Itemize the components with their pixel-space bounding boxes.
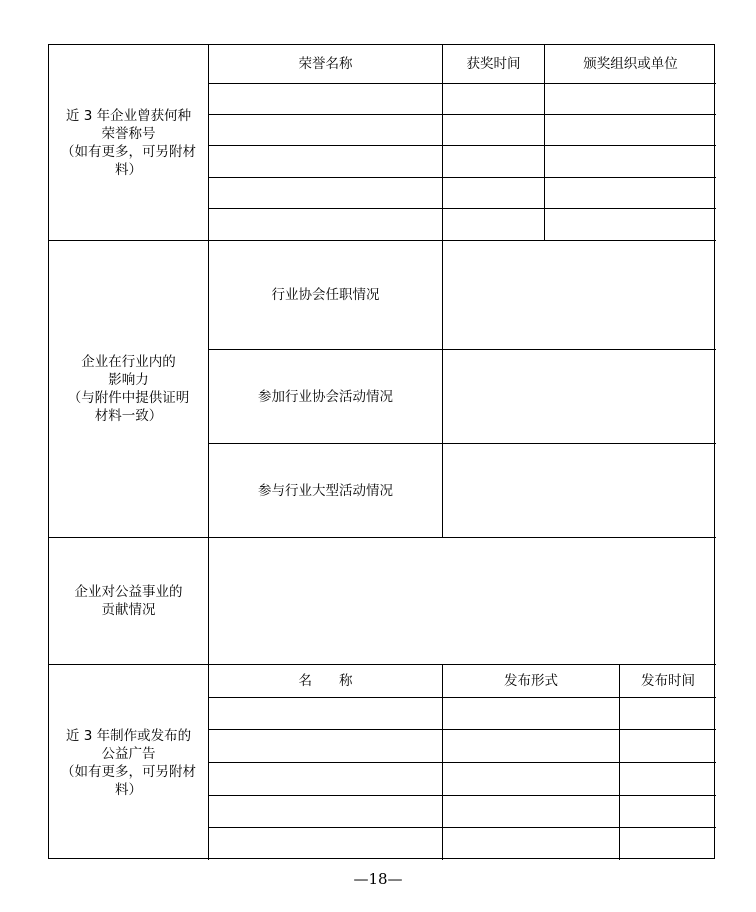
form-table bbox=[48, 44, 715, 859]
honors-label-line: 料） bbox=[115, 161, 142, 178]
welfare-label-line: 企业对公益事业的 bbox=[74, 584, 183, 600]
ads-col-date-header: 发布时间 bbox=[641, 673, 695, 689]
ads-row-2-name[interactable] bbox=[209, 730, 442, 762]
ads-row-3-date[interactable] bbox=[620, 763, 716, 795]
ads-row-3-format[interactable] bbox=[443, 763, 619, 795]
welfare-label bbox=[49, 538, 208, 664]
ads-row-1-format[interactable] bbox=[443, 698, 619, 729]
ads-label bbox=[49, 665, 208, 860]
welfare-contribution-field[interactable] bbox=[209, 538, 716, 664]
honors-row-2-time[interactable] bbox=[443, 115, 544, 145]
honors-row-1-name[interactable] bbox=[209, 84, 442, 114]
honors-row-2-org[interactable] bbox=[545, 115, 716, 145]
ads-row-4-date[interactable] bbox=[620, 796, 716, 827]
ads-row-4-format[interactable] bbox=[443, 796, 619, 827]
influence-label-line: （与附件中提供证明 bbox=[67, 390, 190, 406]
ads-row-4-name[interactable] bbox=[209, 796, 442, 827]
ads-row-1-name[interactable] bbox=[209, 698, 442, 729]
honors-row-5-name[interactable] bbox=[209, 209, 442, 240]
honors-row-3-name[interactable] bbox=[209, 146, 442, 177]
influence-label-line: 影响力 bbox=[108, 372, 149, 388]
influence-association-activities-label: 参加行业协会活动情况 bbox=[258, 388, 393, 405]
honors-col-name-header: 荣誉名称 bbox=[298, 56, 353, 72]
honors-label-line: 荣誉称号 bbox=[101, 125, 156, 142]
influence-association-activities-field[interactable] bbox=[443, 350, 716, 443]
honors-row-5-org[interactable] bbox=[545, 209, 716, 240]
influence-association-positions-label: 行业协会任职情况 bbox=[271, 287, 380, 303]
honors-row-3-time[interactable] bbox=[443, 146, 544, 177]
ads-col-format-header: 发布形式 bbox=[504, 673, 558, 689]
ads-col-name-header: 名 称 bbox=[298, 673, 353, 689]
influence-label-line: 材料一致） bbox=[94, 408, 163, 424]
influence-major-events-label: 参与行业大型活动情况 bbox=[258, 482, 393, 499]
honors-row-4-name[interactable] bbox=[209, 178, 442, 208]
honors-label-line: 近 3 年企业曾获何种 bbox=[65, 107, 192, 124]
ads-row-1-date[interactable] bbox=[620, 698, 716, 729]
influence-label bbox=[49, 241, 208, 537]
honors-row-1-time[interactable] bbox=[443, 84, 544, 114]
influence-association-positions-field[interactable] bbox=[443, 241, 716, 349]
honors-row-1-org[interactable] bbox=[545, 84, 716, 114]
honors-col-time-header: 获奖时间 bbox=[466, 56, 521, 72]
honors-label bbox=[49, 45, 208, 240]
ads-label-line: 近 3 年制作或发布的 bbox=[65, 727, 192, 744]
honors-row-4-time[interactable] bbox=[443, 178, 544, 208]
honors-row-3-org[interactable] bbox=[545, 146, 716, 177]
ads-row-2-format[interactable] bbox=[443, 730, 619, 762]
welfare-label-line: 贡献情况 bbox=[101, 602, 156, 618]
influence-major-events-field[interactable] bbox=[443, 444, 716, 537]
honors-row-4-org[interactable] bbox=[545, 178, 716, 208]
honors-label-line: （如有更多，可另附材 bbox=[61, 143, 196, 160]
ads-label-line: （如有更多，可另附材 bbox=[61, 763, 196, 780]
ads-label-line: 料） bbox=[115, 781, 142, 798]
ads-row-2-date[interactable] bbox=[620, 730, 716, 762]
ads-label-line: 公益广告 bbox=[101, 745, 156, 762]
honors-row-2-name[interactable] bbox=[209, 115, 442, 145]
page-number: —18— bbox=[353, 870, 403, 888]
honors-col-org-header: 颁奖组织或单位 bbox=[583, 56, 678, 72]
ads-row-5-format[interactable] bbox=[443, 828, 619, 860]
honors-row-5-time[interactable] bbox=[443, 209, 544, 240]
ads-row-5-name[interactable] bbox=[209, 828, 442, 860]
influence-label-line: 企业在行业内的 bbox=[81, 354, 176, 370]
ads-row-3-name[interactable] bbox=[209, 763, 442, 795]
ads-row-5-date[interactable] bbox=[620, 828, 716, 860]
